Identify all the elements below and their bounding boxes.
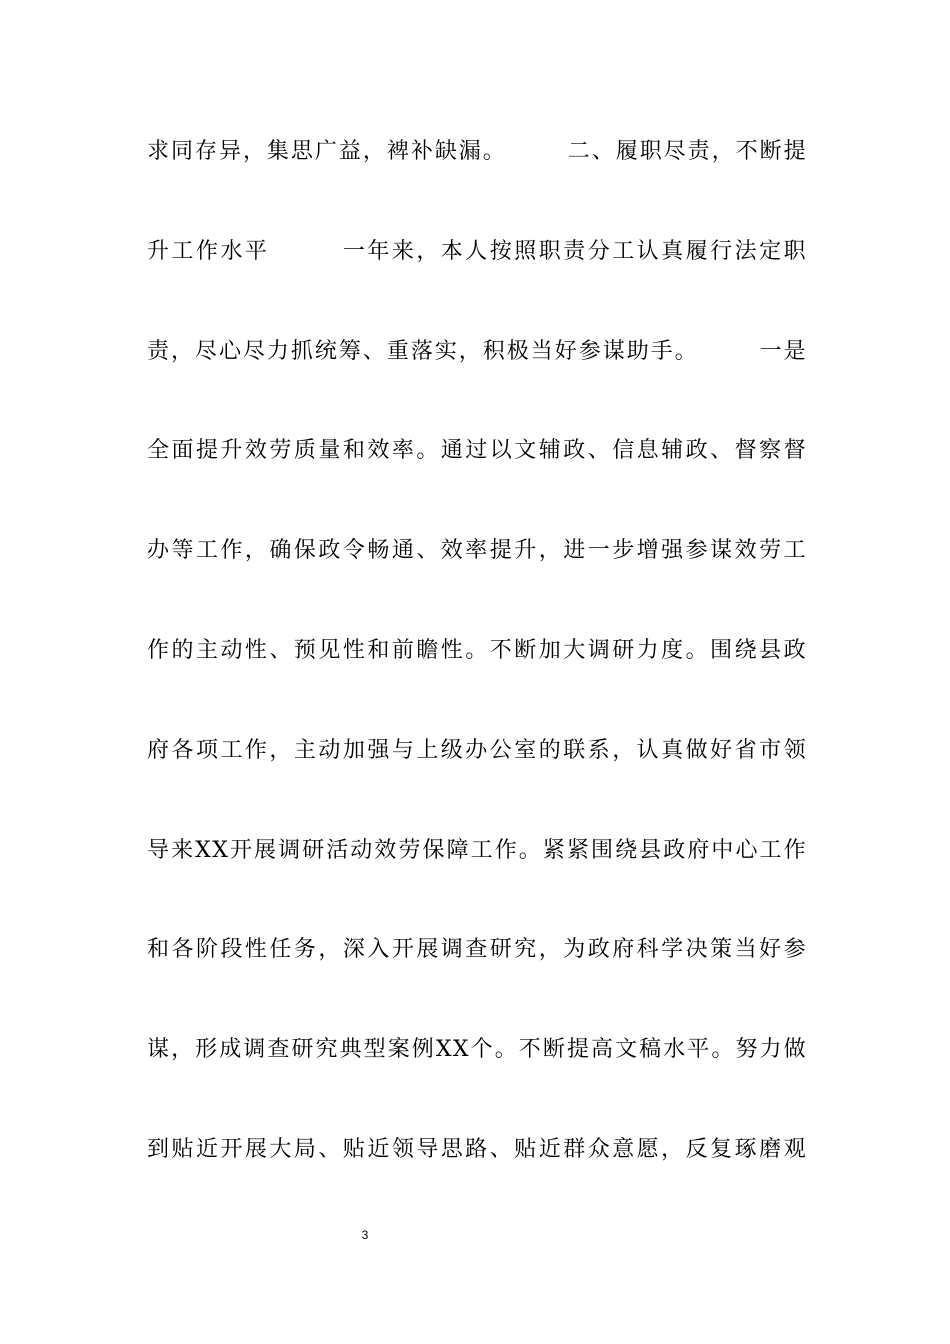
- text-line: 到贴近开展大局、贴近领导思路、贴近群众意愿，反复琢磨观: [147, 1136, 807, 1162]
- text-line: 谋，形成调查研究典型案例XX个。不断提高文稿水平。努力做: [147, 1037, 807, 1063]
- text-line: 和各阶段性任务，深入开展调查研究，为政府科学决策当好参: [147, 937, 807, 963]
- text-line: 求同存异，集思广益，裨补缺漏。 二、履职尽责，不断提: [147, 139, 807, 164]
- page-number: 3: [361, 1228, 369, 1242]
- text-line: 责，尽心尽力抓统筹、重落实，积极当好参谋助手。 一是: [147, 338, 807, 364]
- text-line: 升工作水平 一年来，本人按照职责分工认真履行法定职: [147, 238, 807, 264]
- text-line: 办等工作，确保政令畅通、效率提升，进一步增强参谋效劳工: [147, 538, 807, 564]
- text-line: 作的主动性、预见性和前瞻性。不断加大调研力度。围绕县政: [147, 637, 807, 663]
- body-text: [147, 130, 807, 1228]
- text-line: 导来XX开展调研活动效劳保障工作。紧紧围绕县政府中心工作: [147, 837, 807, 863]
- text-line: 全面提升效劳质量和效率。通过以文辅政、信息辅政、督察督: [147, 438, 807, 464]
- text-line: 府各项工作，主动加强与上级办公室的联系，认真做好省市领: [147, 737, 807, 763]
